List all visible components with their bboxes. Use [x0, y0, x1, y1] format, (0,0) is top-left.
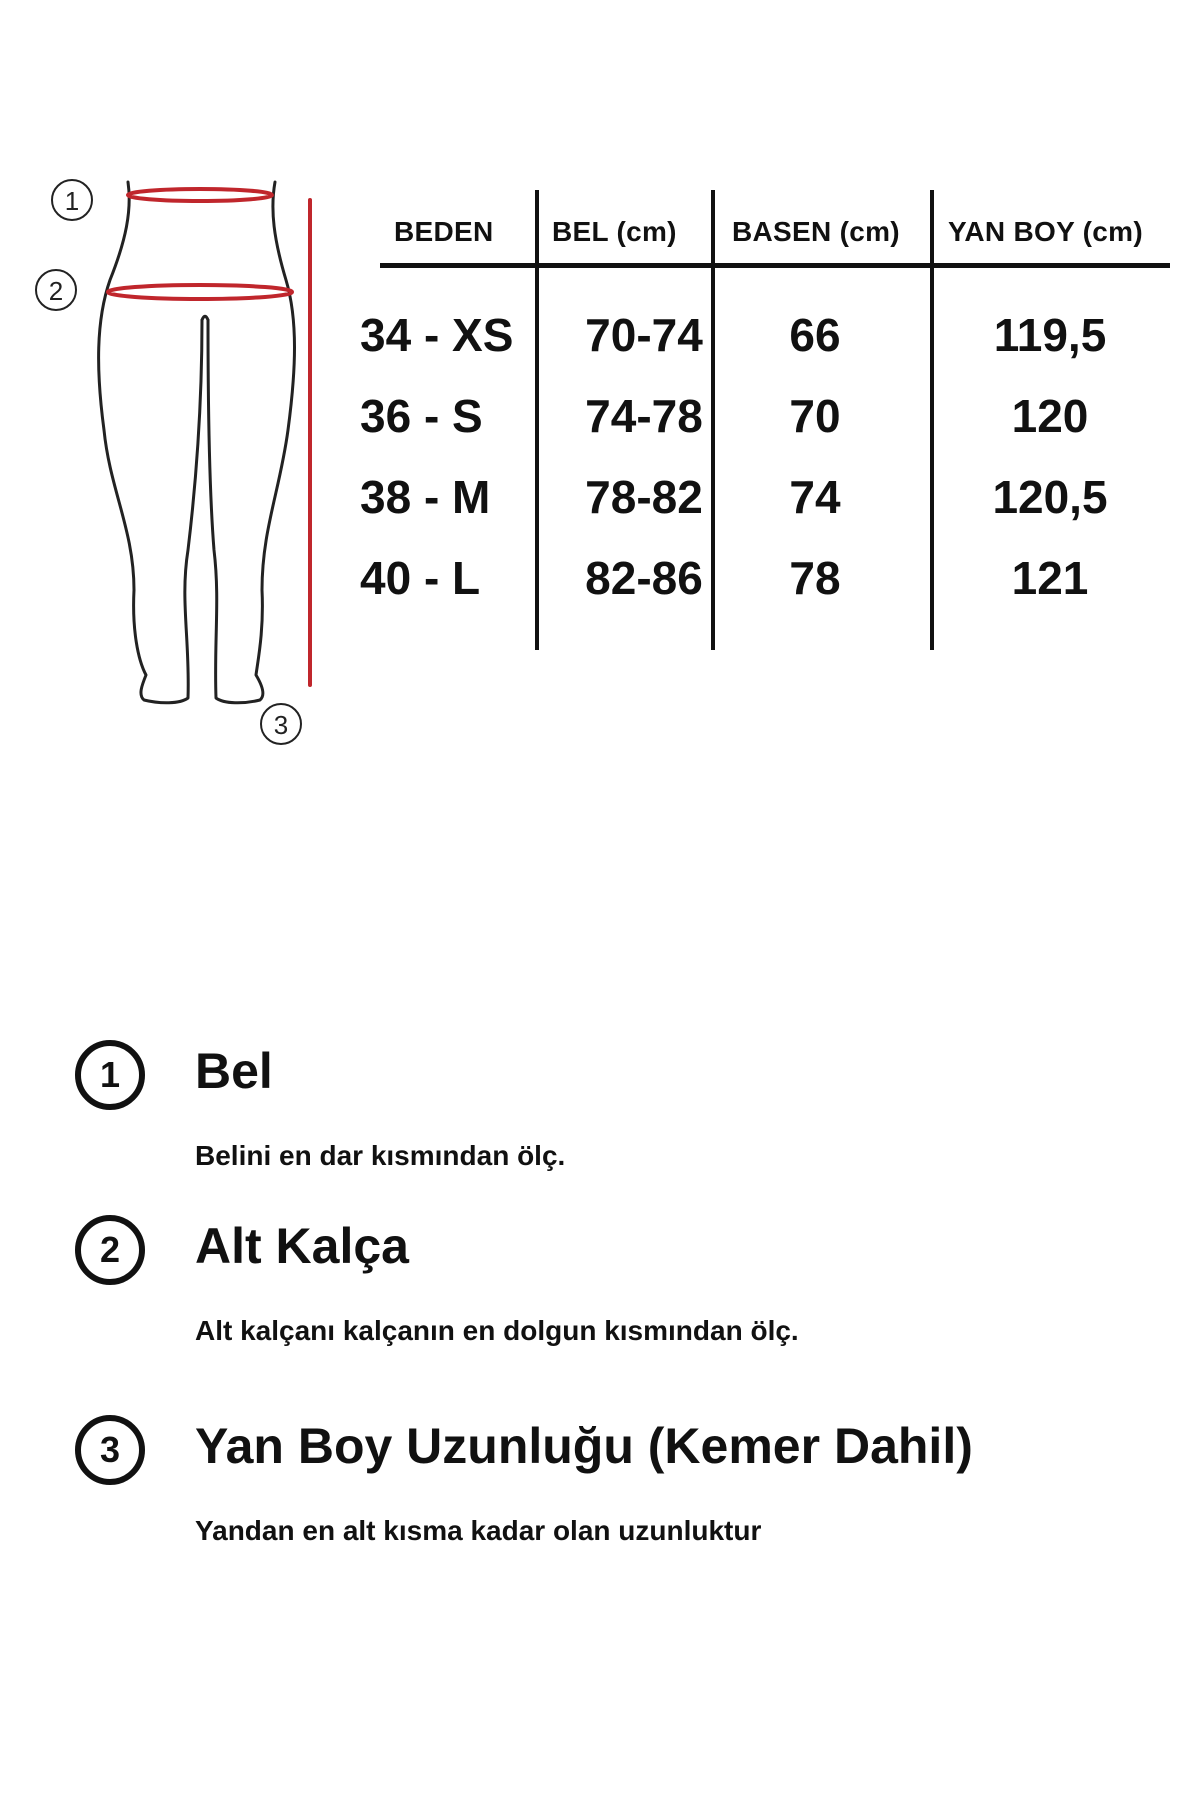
- legend-item-alt-kalca: [75, 1215, 1175, 1355]
- cell-size: 40 - L: [360, 552, 481, 604]
- cell-bel: 74-78: [585, 390, 703, 442]
- legs-illustration: [30, 170, 360, 850]
- size-chart-table: [360, 190, 1170, 650]
- cell-yan-boy: 120,5: [992, 471, 1108, 523]
- legend-title: Bel: [195, 1043, 273, 1099]
- cell-size: 36 - S: [360, 390, 483, 442]
- cell-basen: 74: [789, 471, 841, 523]
- marker-3-label: 3: [273, 710, 289, 740]
- legend-title: Yan Boy Uzunluğu (Kemer Dahil): [195, 1418, 973, 1474]
- header-yan-boy: YAN BOY (cm): [948, 216, 1143, 247]
- number-badge: 2: [75, 1215, 145, 1285]
- waist-line: [128, 189, 272, 201]
- legend-title: Alt Kalça: [195, 1218, 409, 1274]
- hip-line: [108, 285, 292, 299]
- number-badge: 3: [75, 1415, 145, 1485]
- header-divider: [380, 263, 1170, 268]
- legend-description: Belini en dar kısmından ölç.: [195, 1140, 566, 1171]
- cell-size: 34 - XS: [360, 309, 514, 361]
- cell-yan-boy: 120: [1011, 390, 1089, 442]
- cell-size: 38 - M: [360, 471, 491, 523]
- cell-bel: 78-82: [585, 471, 703, 523]
- cell-yan-boy: 119,5: [993, 309, 1107, 361]
- table-row: [360, 462, 1170, 532]
- table-row: [360, 300, 1170, 370]
- cell-yan-boy: 121: [1011, 552, 1089, 604]
- cell-basen: 70: [789, 390, 841, 442]
- cell-bel: 70-74: [585, 309, 703, 361]
- marker-2-label: 2: [48, 276, 64, 306]
- header-beden: BEDEN: [394, 216, 494, 247]
- header-bel: BEL (cm): [552, 216, 677, 247]
- legend-description: Yandan en alt kısma kadar olan uzunluktur: [195, 1515, 762, 1546]
- legend-item-yan-boy: [75, 1415, 1175, 1555]
- legend-description: Alt kalçanı kalçanın en dolgun kısmından ölç.: [195, 1315, 799, 1346]
- measurement-diagram: [30, 170, 360, 850]
- cell-bel: 82-86: [585, 552, 703, 604]
- marker-1-label: 1: [64, 186, 80, 216]
- legend-item-bel: [75, 1040, 1175, 1180]
- number-badge: 1: [75, 1040, 145, 1110]
- table-row: [360, 543, 1170, 613]
- table-row: [360, 381, 1170, 451]
- cell-basen: 78: [789, 552, 841, 604]
- cell-basen: 66: [789, 309, 841, 361]
- header-basen: BASEN (cm): [732, 216, 900, 247]
